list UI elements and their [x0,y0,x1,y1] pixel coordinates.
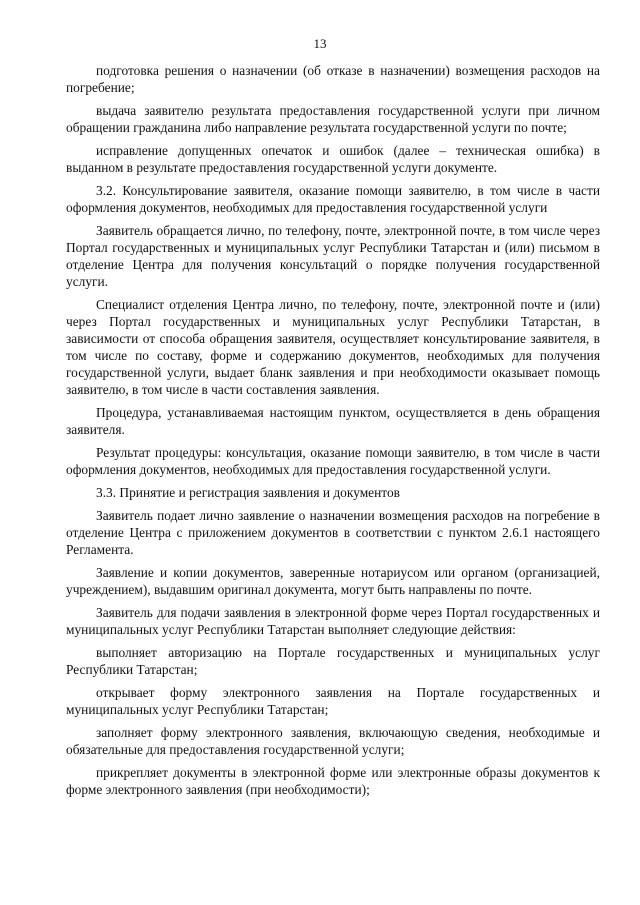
paragraph-fill-form: заполняет форму электронного заявления, включающую сведения, необходимые и обязательные для предоставления государственной услуги; [66,725,600,757]
paragraph-electronic-submission: Заявитель для подачи заявления в электронной форме через Портал государственных и муниципальных услуг Республики Татарстан выполняет следующие действия: [66,605,600,637]
paragraph-correction-errors: исправление допущенных опечаток и ошибок (далее – техническая ошибка) в выданном в результате предоставления государственной услуги документе. [66,143,600,175]
page-number: 13 [313,36,327,51]
paragraph-preparation-decision: подготовка решения о назначении (об отказе в назначении) возмещения расходов на погребение; [66,63,600,95]
document-body [66,62,600,804]
paragraph-attach-documents: прикрепляет документы в электронной форме или электронные образы документов к форме электронного заявления (при необходимости); [66,765,600,797]
paragraph-authorization: выполняет авторизацию на Портале государственных и муниципальных услуг Республики Татарстан; [66,645,600,677]
paragraph-procedure-day: Процедура, устанавливаемая настоящим пунктом, осуществляется в день обращения заявителя. [66,405,600,437]
section-heading-3-3: 3.3. Принятие и регистрация заявления и документов [96,485,400,500]
paragraph-open-form: открывает форму электронного заявления на Портале государственных и муниципальных услуг Республики Татарстан; [66,685,600,717]
paragraph-issue-result: выдача заявителю результата предоставления государственной услуги при личном обращении гражданина либо направление результата государственной услуги по почте; [66,103,600,135]
paragraph-copies-by-mail: Заявление и копии документов, заверенные нотариусом или органом (организацией, учреждением), выдавшим оригинал документа, могут быть направлены по почте. [66,565,600,597]
paragraph-procedure-result: Результат процедуры: консультация, оказание помощи заявителю, в том числе в части оформления документов, необходимых для предоставления государственной услуги. [66,445,600,477]
paragraph-applicant-contacts: Заявитель обращается лично, по телефону, почте, электронной почте, в том числе через Портал государственных и муниципальных услуг Республики Татарстан и (или) письмом в отделение Центра для получения консультаций о порядке получения государственной услуги. [66,223,600,289]
paragraph-applicant-submits: Заявитель подает лично заявление о назначении возмещения расходов на погребение в отделение Центра с приложением документов в соответствии с пунктом 2.6.1 настоящего Регламента. [66,508,600,557]
paragraph-specialist-consults: Специалист отделения Центра лично, по телефону, почте, электронной почте и (или) через Портал государственных и муниципальных услуг Республики Татарстан, в зависимости от способа обращения заявителя, осуществляет консультирование заявителя, в том числе по составу, форме и содержанию документов, необходимых для получения государственной услуги, выдает бланк заявления и при необходимости оказывает помощь заявителю, в том числе в части составления заявления. [66,297,600,397]
section-heading-3-2: 3.2. Консультирование заявителя, оказание помощи заявителю, в том числе в части оформления документов, необходимых для предоставления государственной услуги [66,183,600,215]
